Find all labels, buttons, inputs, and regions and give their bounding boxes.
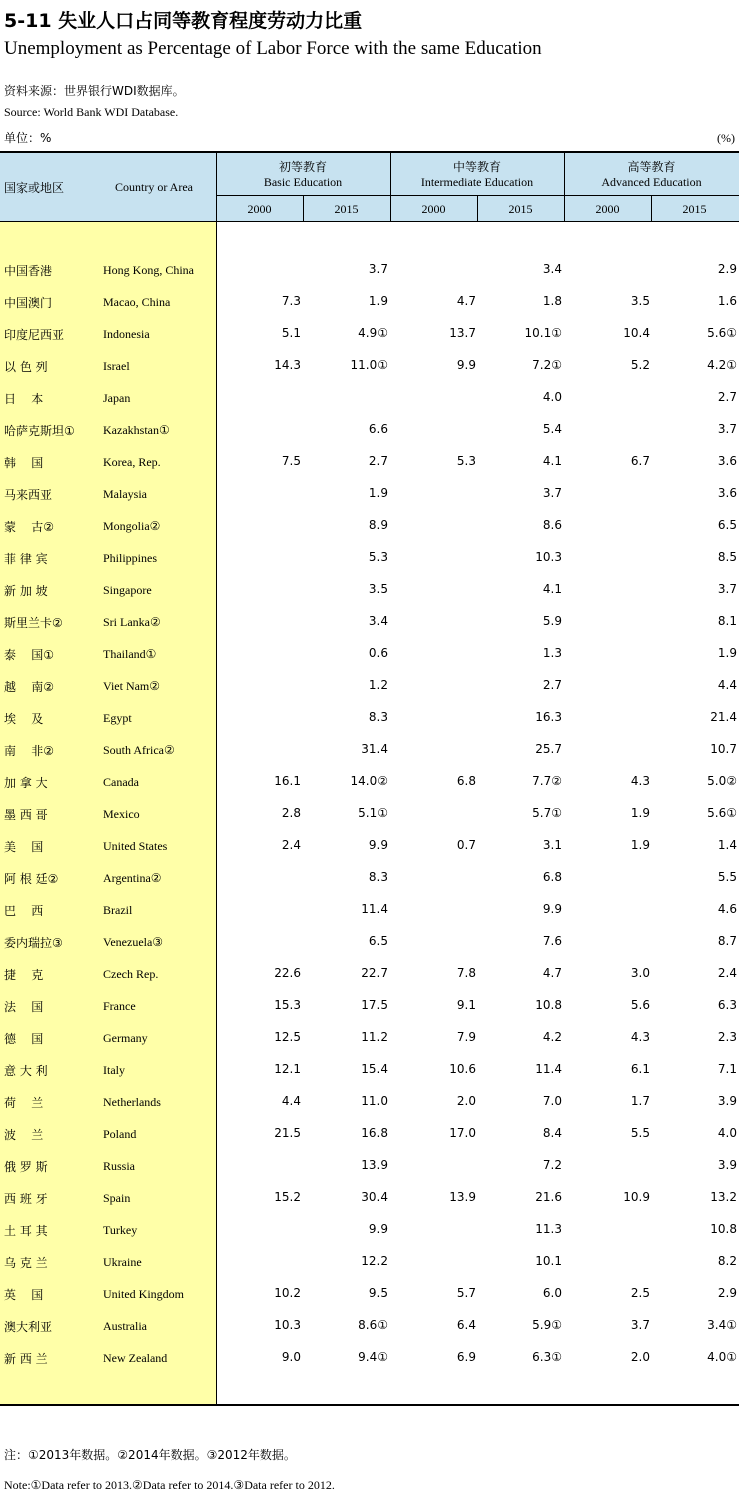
header-year: 2015 [508,202,533,216]
country-name-cn: 捷 克 [4,968,44,982]
country-name-cn: 澳大利亚 [4,1320,53,1334]
data-cell: 12.1 [274,1062,301,1076]
data-cell: 5.6 [630,998,650,1012]
data-cell: 13.9 [361,1158,388,1172]
table-row [0,582,739,614]
data-cell: 5.9① [532,1318,562,1332]
country-name-en: Mexico [103,807,140,821]
country-name-cn: 越 南② [4,680,55,694]
country-name-cn: 新 西 兰 [4,1352,48,1366]
data-cell: 7.6 [542,934,562,948]
data-cell: 4.2 [542,1030,562,1044]
table-row [0,1318,739,1350]
data-cell: 11.4 [535,1062,562,1076]
data-cell: 6.3① [532,1350,562,1364]
country-name-en: Korea, Rep. [103,455,161,469]
data-cell: 7.3 [281,294,301,308]
data-cell: 9.5 [368,1286,388,1300]
table-row [0,806,739,838]
table-row [0,710,739,742]
data-cell: 4.0 [542,390,562,404]
data-cell: 9.9 [368,1222,388,1236]
table-row [0,1030,739,1062]
country-name-en: United Kingdom [103,1287,184,1301]
table-row [0,1286,739,1318]
country-name-cn: 阿 根 廷② [4,872,59,886]
data-cell: 8.3 [368,710,388,724]
data-cell: 6.8 [456,774,476,788]
data-cell: 10.7 [710,742,737,756]
data-cell: 10.9 [623,1190,650,1204]
table-row [0,838,739,870]
country-name-cn: 美 国 [4,840,44,854]
data-cell: 3.5 [630,294,650,308]
table-row [0,486,739,518]
data-cell: 8.7 [717,934,737,948]
table-row [0,1222,739,1254]
table-row [0,614,739,646]
data-cell: 2.7 [542,678,562,692]
table-row [0,742,739,774]
data-cell: 15.4 [361,1062,388,1076]
data-cell: 8.6 [542,518,562,532]
data-cell: 22.7 [361,966,388,980]
data-cell: 10.8 [710,1222,737,1236]
data-cell: 6.7 [630,454,650,468]
data-cell: 5.7① [532,806,562,820]
data-cell: 21.6 [535,1190,562,1204]
table-row [0,1254,739,1286]
country-name-en: Poland [103,1127,137,1141]
table-row [0,774,739,806]
data-cell: 4.7 [456,294,476,308]
country-name-en: Kazakhstan① [103,423,170,437]
data-cell: 11.2 [361,1030,388,1044]
data-cell: 16.3 [535,710,562,724]
table-row [0,1190,739,1222]
country-name-en: Japan [103,391,131,405]
data-cell: 2.9 [717,262,737,276]
data-cell: 31.4 [361,742,388,756]
table-row [0,358,739,390]
data-cell: 7.2 [542,1158,562,1172]
country-name-cn: 俄 罗 斯 [4,1160,48,1174]
country-name-cn: 新 加 坡 [4,584,48,598]
data-cell: 11.0 [361,1094,388,1108]
table-row [0,1094,739,1126]
country-name-en: Ukraine [103,1255,142,1269]
table-header-rule [0,221,739,222]
data-cell: 8.6① [358,1318,388,1332]
page-title-en: Unemployment as Percentage of Labor Force with the same Education [4,38,542,59]
data-cell: 1.9 [717,646,737,660]
data-cell: 8.4 [542,1126,562,1140]
country-name-en: United States [103,839,168,853]
table-row [0,646,739,678]
country-name-en: Netherlands [103,1095,161,1109]
data-cell: 8.3 [368,870,388,884]
country-name-en: Brazil [103,903,133,917]
country-name-cn: 英 国 [4,1288,44,1302]
data-cell: 21.4 [710,710,737,724]
data-cell: 1.6 [717,294,737,308]
data-cell: 9.9 [368,838,388,852]
data-cell: 13.9 [449,1190,476,1204]
table-row [0,678,739,710]
group-header-rule [216,195,739,196]
data-cell: 12.5 [274,1030,301,1044]
country-name-cn: 意 大 利 [4,1064,48,1078]
data-cell: 25.7 [535,742,562,756]
header-group-basic [216,158,390,190]
country-name-en: France [103,999,136,1013]
data-cell: 4.0 [717,1126,737,1140]
data-cell: 10.6 [449,1062,476,1076]
country-name-cn: 印度尼西亚 [4,328,65,342]
data-cell: 5.3 [368,550,388,564]
country-name-en: Indonesia [103,327,150,341]
country-name-en: Canada [103,775,139,789]
data-cell: 14.3 [274,358,301,372]
data-cell: 3.6 [717,486,737,500]
data-cell: 2.0 [456,1094,476,1108]
country-name-cn: 韩 国 [4,456,44,470]
country-name-en: Spain [103,1191,131,1205]
footnote-cn: 注：①2013年数据。②2014年数据。③2012年数据。 [4,1448,296,1462]
table-row [0,326,739,358]
footnote-en: Note:①Data refer to 2013.②Data refer to 2014.③Data refer to 2012. [4,1478,335,1492]
data-cell: 3.7 [717,422,737,436]
data-cell: 1.9 [630,838,650,852]
data-cell: 6.6 [368,422,388,436]
country-name-en: New Zealand [103,1351,168,1365]
data-cell: 7.7② [532,774,562,788]
header-year: 2015 [334,202,359,216]
country-name-cn: 泰 国① [4,648,55,662]
country-name-cn: 加 拿 大 [4,776,48,790]
data-cell: 4.6 [717,902,737,916]
country-name-en: Russia [103,1159,136,1173]
data-cell: 8.2 [717,1254,737,1268]
table-row [0,390,739,422]
data-cell: 9.9 [542,902,562,916]
country-name-cn: 蒙 古② [4,520,55,534]
table-row [0,1126,739,1158]
data-cell: 2.3 [717,1030,737,1044]
data-cell: 5.9 [542,614,562,628]
data-cell: 0.7 [456,838,476,852]
data-cell: 3.6 [717,454,737,468]
country-name-cn: 马来西亚 [4,488,53,502]
data-cell: 11.0① [350,358,388,372]
data-cell: 5.6① [707,806,737,820]
data-cell: 16.8 [361,1126,388,1140]
header-country-en: Country or Area [115,180,193,194]
table-bottom-rule [0,1404,739,1406]
header-country-cn: 国家或地区 [4,181,65,195]
country-name-en: Thailand① [103,647,157,661]
country-name-cn: 墨 西 哥 [4,808,48,822]
header-group-cn: 初等教育 [278,160,327,174]
country-name-cn: 法 国 [4,1000,44,1014]
data-cell: 2.9 [717,1286,737,1300]
data-cell: 3.0 [630,966,650,980]
country-name-en: Argentina② [103,871,162,885]
data-cell: 3.9 [717,1158,737,1172]
country-name-en: Italy [103,1063,125,1077]
data-cell: 7.2① [532,358,562,372]
table-row [0,902,739,934]
country-name-en: Singapore [103,583,152,597]
source-note-en: Source: World Bank WDI Database. [4,105,179,119]
data-cell: 5.5 [630,1126,650,1140]
data-cell: 13.2 [710,1190,737,1204]
table-row [0,1158,739,1190]
data-cell: 3.4 [542,262,562,276]
table-row [0,966,739,998]
data-cell: 11.4 [361,902,388,916]
country-name-en: Australia [103,1319,147,1333]
country-name-cn: 斯里兰卡② [4,616,63,630]
country-name-cn: 哈萨克斯坦① [4,424,75,438]
data-cell: 8.5 [717,550,737,564]
data-cell: 12.2 [361,1254,388,1268]
data-cell: 22.6 [274,966,301,980]
country-name-cn: 巴 西 [4,904,44,918]
header-group-en: Advanced Education [601,175,702,189]
table-row [0,1350,739,1382]
data-cell: 4.4 [281,1094,301,1108]
data-cell: 2.4 [281,838,301,852]
source-note-cn: 资料来源：世界银行WDI数据库。 [4,84,185,98]
data-cell: 4.2① [707,358,737,372]
data-cell: 17.0 [449,1126,476,1140]
country-name-cn: 日 本 [4,392,44,406]
data-cell: 9.9 [456,358,476,372]
data-cell: 17.5 [361,998,388,1012]
data-cell: 30.4 [361,1190,388,1204]
data-cell: 10.2 [274,1286,301,1300]
country-name-cn: 德 国 [4,1032,44,1046]
country-name-cn: 波 兰 [4,1128,44,1142]
header-year: 2000 [247,202,272,216]
table-row [0,294,739,326]
data-cell: 6.9 [456,1350,476,1364]
data-cell: 10.4 [623,326,650,340]
data-cell: 1.2 [368,678,388,692]
country-name-cn: 中国香港 [4,264,53,278]
data-cell: 1.3 [542,646,562,660]
data-cell: 1.8 [542,294,562,308]
data-cell: 21.5 [274,1126,301,1140]
data-cell: 6.4 [456,1318,476,1332]
header-year: 2000 [421,202,446,216]
data-cell: 9.1 [456,998,476,1012]
data-cell: 8.9 [368,518,388,532]
data-cell: 3.4 [368,614,388,628]
data-cell: 8.1 [717,614,737,628]
country-name-en: Czech Rep. [103,967,159,981]
data-cell: 5.6① [707,326,737,340]
page-title-cn: 5-11 失业人口占同等教育程度劳动力比重 [4,10,363,32]
data-cell: 2.5 [630,1286,650,1300]
country-name-cn: 以 色 列 [4,360,48,374]
data-cell: 6.3 [717,998,737,1012]
data-cell: 5.2 [630,358,650,372]
data-cell: 3.7 [717,582,737,596]
data-cell: 9.0 [281,1350,301,1364]
table-row [0,422,739,454]
data-cell: 4.3 [630,774,650,788]
data-cell: 7.1 [717,1062,737,1076]
data-cell: 2.8 [281,806,301,820]
header-group-cn: 高等教育 [627,160,676,174]
data-cell: 5.5 [717,870,737,884]
data-cell: 14.0② [350,774,388,788]
data-cell: 10.3 [535,550,562,564]
data-cell: 0.6 [368,646,388,660]
data-cell: 1.9 [630,806,650,820]
data-cell: 6.5 [368,934,388,948]
data-cell: 13.7 [449,326,476,340]
country-name-cn: 中国澳门 [4,296,53,310]
table-row [0,518,739,550]
country-name-en: Egypt [103,711,132,725]
data-cell: 3.7 [630,1318,650,1332]
data-cell: 2.7 [368,454,388,468]
data-cell: 4.3 [630,1030,650,1044]
country-name-en: South Africa② [103,743,175,757]
header-group-intermediate [390,158,564,190]
table-row [0,550,739,582]
data-cell: 6.0 [542,1286,562,1300]
data-cell: 3.7 [368,262,388,276]
data-cell: 10.3 [274,1318,301,1332]
data-cell: 3.5 [368,582,388,596]
data-cell: 6.8 [542,870,562,884]
data-cell: 3.7 [542,486,562,500]
data-cell: 3.4① [707,1318,737,1332]
header-group-cn: 中等教育 [452,160,501,174]
country-name-en: Israel [103,359,130,373]
table-top-rule [0,151,739,153]
data-cell: 5.1① [358,806,388,820]
country-name-en: Hong Kong, China [103,263,194,277]
country-name-en: Malaysia [103,487,147,501]
country-name-en: Venezuela③ [103,935,164,949]
data-cell: 4.0① [707,1350,737,1364]
country-name-en: Philippines [103,551,158,565]
data-cell: 11.3 [535,1222,562,1236]
data-cell: 7.5 [281,454,301,468]
data-cell: 5.4 [542,422,562,436]
data-cell: 10.8 [535,998,562,1012]
header-group-en: Intermediate Education [420,175,534,189]
country-name-en: Mongolia② [103,519,161,533]
country-name-cn: 西 班 牙 [4,1192,48,1206]
data-cell: 4.7 [542,966,562,980]
data-cell: 15.3 [274,998,301,1012]
data-cell: 16.1 [274,774,301,788]
data-cell: 15.2 [274,1190,301,1204]
table-row [0,1062,739,1094]
table-row [0,870,739,902]
data-cell: 2.0 [630,1350,650,1364]
table-row [0,934,739,966]
data-cell: 4.1 [542,454,562,468]
country-name-cn: 埃 及 [4,712,44,726]
data-cell: 3.9 [717,1094,737,1108]
data-cell: 1.9 [368,486,388,500]
country-name-cn: 乌 克 兰 [4,1256,48,1270]
country-name-cn: 土 耳 其 [4,1224,48,1238]
data-cell: 1.7 [630,1094,650,1108]
data-cell: 7.8 [456,966,476,980]
table-row [0,454,739,486]
table-row [0,262,739,294]
unit-label: 单位：% [4,131,52,145]
header-year: 2000 [595,202,620,216]
data-cell: 2.7 [717,390,737,404]
country-name-cn: 南 非② [4,744,55,758]
data-cell: 6.5 [717,518,737,532]
country-name-en: Germany [103,1031,148,1045]
data-cell: 7.9 [456,1030,476,1044]
data-cell: 10.1① [524,326,562,340]
unit-label-right: (%) [717,131,735,145]
country-name-cn: 菲 律 宾 [4,552,48,566]
country-name-cn: 荷 兰 [4,1096,44,1110]
country-name-en: Turkey [103,1223,138,1237]
country-name-en: Macao, China [103,295,171,309]
header-year: 2015 [682,202,707,216]
data-cell: 5.7 [456,1286,476,1300]
data-cell: 1.9 [368,294,388,308]
header-group-en: Basic Education [263,175,343,189]
table-row [0,998,739,1030]
data-cell: 4.1 [542,582,562,596]
country-name-cn: 委内瑞拉③ [4,936,63,950]
data-cell: 1.4 [717,838,737,852]
data-cell: 4.4 [717,678,737,692]
data-cell: 3.1 [542,838,562,852]
data-cell: 5.3 [456,454,476,468]
data-cell: 5.0② [707,774,737,788]
data-cell: 5.1 [281,326,301,340]
data-cell: 7.0 [542,1094,562,1108]
country-name-en: Viet Nam② [103,679,161,693]
country-name-en: Sri Lanka② [103,615,161,629]
data-cell: 2.4 [717,966,737,980]
header-group-advanced [564,158,739,190]
data-cell: 4.9① [358,326,388,340]
data-cell: 9.4① [358,1350,388,1364]
data-cell: 6.1 [630,1062,650,1076]
data-cell: 10.1 [535,1254,562,1268]
